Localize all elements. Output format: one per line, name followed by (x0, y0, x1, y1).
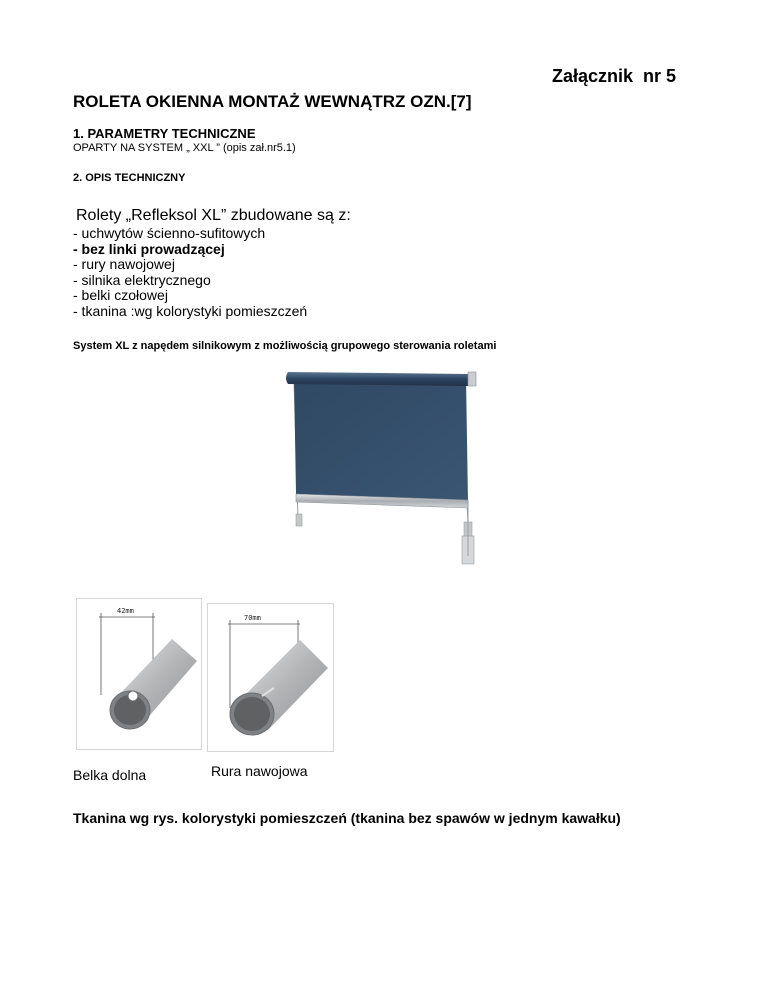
list-item: - silnika elektrycznego (73, 271, 211, 288)
list-item: - belki czołowej (73, 287, 168, 304)
dimension-label: 70mm (244, 614, 261, 622)
attachment-number: Załącznik nr 5 (552, 66, 677, 86)
roller-tube-profile-image (207, 603, 334, 752)
bottom-bar-profile-image (76, 598, 202, 750)
section-2-heading: 2. OPIS TECHNICZNY (73, 172, 186, 184)
roller-blind-image (272, 366, 488, 566)
section-1-subtitle: OPARTY NA SYSTEM „ XXL ” (opis zał.nr5.1) (73, 142, 296, 154)
section-2-intro: Rolety „Refleksol XL” zbudowane są z: (76, 207, 351, 224)
system-caption: System XL z napędem silnikowym z możliwością grupowego sterowania roletami (73, 340, 497, 352)
list-item: - uchwytów ścienno-sufitowych (73, 225, 266, 241)
roller-tube-label: Rura nawojowa (211, 763, 308, 779)
document-title: ROLETA OKIENNA MONTAŻ WEWNĄTRZ OZN.[7] (73, 92, 472, 111)
list-item: - bez linki prowadzącej (73, 240, 225, 257)
dimension-label: 42mm (117, 607, 134, 615)
section-1-heading: 1. PARAMETRY TECHNICZNE (73, 126, 256, 141)
fabric-note: Tkanina wg rys. kolorystyki pomieszczeń (tkanina bez spawów w jednym kawałku) (73, 810, 621, 826)
list-item: - tkanina :wg kolorystyki pomieszczeń (73, 302, 308, 319)
bottom-bar-label: Belka dolna (73, 767, 147, 783)
list-item: - rury nawojowej (73, 256, 175, 273)
component-list (73, 226, 307, 320)
